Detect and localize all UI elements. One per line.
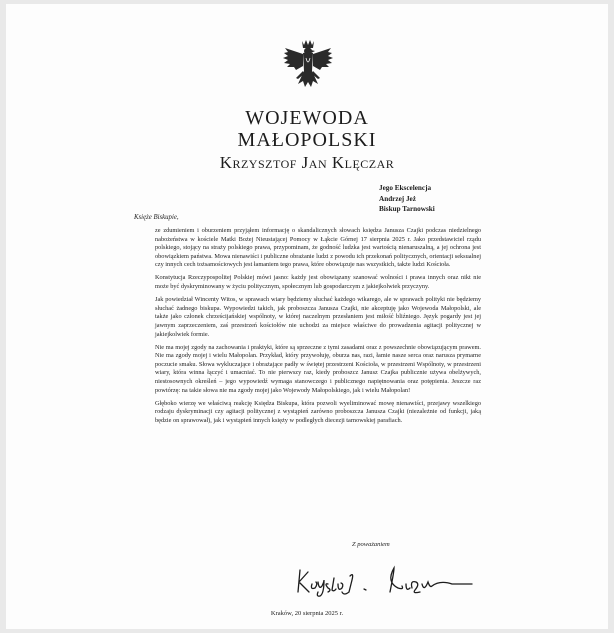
body-paragraph: Konstytucja Rzeczypospolitej Polskiej mówi jasno: każdy jest obowiązany szanować wolności i prawa innych oraz nikt nie może być dyskryminowany w życiu politycznym, społecznym lub gospodarczym z jakiejkolwiek przyczyny. [155, 274, 481, 291]
header-title-line2: MAŁOPOLSKI [237, 129, 377, 151]
letter-body [155, 227, 481, 430]
addressee-line: Biskup Tarnowski [379, 205, 435, 213]
closing-formula: Z poważaniem [352, 541, 390, 548]
body-paragraph: Głęboko wierzę we właściwą reakcję Księdza Biskupa, która pozwoli wyeliminować mowę nienawiści, przejawy wszelkiego rodzaju dyskryminacji czy agitacji politycznej z wystąpień zarówno proboszcza Janusza Czajki (niezależnie od funkcji, jaką będzie on sprawował), jak i wystąpień innych księży w podległych diecezji tarnowskiej parafiach. [155, 399, 481, 424]
header-author-name: Krzysztof Jan Klęczar [219, 153, 395, 172]
polish-eagle-emblem-icon [282, 38, 334, 92]
addressee-block [379, 183, 435, 215]
place-and-date: Kraków, 20 sierpnia 2025 r. [270, 610, 344, 617]
letter-page [6, 4, 608, 629]
body-paragraph: ze zdumieniem i oburzeniem przyjąłem informację o skandalicznych słowach księdza Janusza Czajki podczas niedzielnego nabożeństwa w kościele Matki Bożej Nieustającej Pomocy w Łąkcie Górnej 17 sierpnia 2025 r. Jako przedstawiciel rządu polskiego, stojący na straży polskiego prawa, przypominam, że godność ludzka jest wartością nienaruszalną, a jej ochrona jest obowiązkiem państwa. Mowa nienawiści i publiczne obrażanie ludzi z powodu ich przekonań politycznych, orientacji seksualnej czy innych cech tożsamościowych jest łamaniem tego prawa, które obowiązuje nas wszystkich, także ludzi Kościoła. [155, 227, 481, 269]
salutation: Księże Biskupie, [134, 214, 179, 221]
body-paragraph: Jak powiedział Wincenty Witos, w sprawach wiary będziemy słuchać każdego wikarego, ale w sprawach polityki nie będziemy słuchać żadnego biskupa. Wypowiedzi takich, jak proboszcza Janusza Czajki, nie akceptuję jako Wojewoda Małopolski, ale także jako członek chrześcijańskiej wspólnoty, w której naczelnym przesłaniem jest miłość bliźniego. Język pogardy jest jej jawnym zaprzeczeniem, zaś przestrzeń kościołów nie uchodzi za miejsce właściwe do prowadzenia agitacji politycznej w jakiejkolwiek formie. [155, 296, 481, 338]
addressee-line: Andrzej Jeż [379, 194, 416, 203]
body-paragraph: Nie ma mojej zgody na zachowania i praktyki, które są sprzeczne z tymi zasadami oraz z powszechnie obowiązującym prawem. Nie ma zgody mojej i wielu Małopolan. Przykład, który przywołuję, oburza nas, razi, łamie nasze serca oraz narusza prymarne poczucie smaku. Słowa wykluczające i obrażające padły w świętej przestrzeni Kościoła, w przestrzeni Wspólnoty, w przestrzeni wiary, która winna łączyć i umacniać. To nie pierwszy raz, kiedy proboszcz Janusz Czajka publicznie używa obelżywych, niestosownych określeń – jego wypowiedź wymaga stanowczego i publicznego napiętnowania oraz potępienia. Jeszcze raz powtórzę: na takie słowa nie ma zgody mojej jako Wojewody Małopolskiego, jak i wielu Małopolan! [155, 343, 481, 394]
addressee-line: Jego Ekscelencja [379, 184, 432, 192]
handwritten-signature [294, 562, 476, 598]
header-title-line1: WOJEWODA [245, 107, 369, 129]
